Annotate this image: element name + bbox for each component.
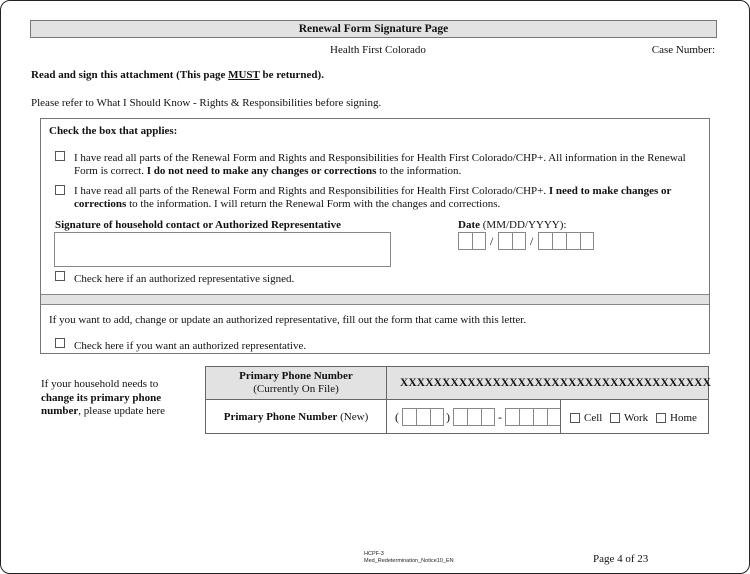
no-changes-text: I have read all parts of the Renewal Form and Rights and Responsibilities for Health First Colorado/CHP+. All information in the Renewal Form is correct. I do not need to make any changes or corrections to the information. <box>74 152 686 177</box>
phone-line-field[interactable] <box>505 408 561 426</box>
add-rep-text: If you want to add, change or update an authorized representative, fill out the form that came with this letter. <box>49 314 527 326</box>
open-paren: ( <box>395 410 399 424</box>
area-code-field[interactable] <box>402 408 444 426</box>
section-divider <box>41 294 709 305</box>
need-changes-checkbox[interactable] <box>55 185 65 195</box>
box-heading: Check the box that applies: <box>49 125 178 137</box>
date-day-field[interactable] <box>498 232 526 250</box>
date-separator: / <box>490 234 494 248</box>
close-paren: ) <box>446 410 450 424</box>
work-label: Work <box>624 412 649 424</box>
date-separator: / <box>530 234 534 248</box>
form-code: HCPF-3 Med_Redetermination_Notice10_EN <box>364 551 454 564</box>
date-month-field[interactable] <box>458 232 486 250</box>
cell-label: Cell <box>584 412 603 424</box>
home-label: Home <box>670 412 697 424</box>
current-phone-label: Primary Phone Number (Currently On File) <box>206 367 387 400</box>
page-title: Renewal Form Signature Page <box>30 20 717 38</box>
authorized-signed-text: Check here if an authorized representative signed. <box>74 273 295 285</box>
phone-prefix-field[interactable] <box>453 408 495 426</box>
cell-checkbox[interactable] <box>570 413 580 423</box>
signature-label: Signature of household contact or Authorized Representative <box>55 219 341 231</box>
case-number-label: Case Number: <box>651 44 715 56</box>
refer-text: Please refer to What I Should Know - Rights & Responsibilities before signing. <box>31 97 382 109</box>
signature-field[interactable] <box>54 232 391 267</box>
no-changes-checkbox[interactable] <box>55 151 65 161</box>
phone-update-note: If your household needs to change its primary phone number, please update here <box>41 378 166 417</box>
current-phone-value: XXXXXXXXXXXXXXXXXXXXXXXXXXXXXXXXXXXXX <box>387 367 708 400</box>
program-name: Health First Colorado <box>330 44 426 56</box>
date-label: Date (MM/DD/YYYY): <box>458 219 567 231</box>
want-rep-checkbox[interactable] <box>55 338 65 348</box>
must-emphasis: MUST <box>228 69 260 81</box>
date-year-field[interactable] <box>538 232 594 250</box>
new-phone-label: Primary Phone Number (New) <box>206 400 387 434</box>
phone-type-divider <box>560 400 561 434</box>
phone-table <box>205 366 709 434</box>
attestation-box <box>40 118 710 354</box>
home-checkbox[interactable] <box>656 413 666 423</box>
need-changes-text: I have read all parts of the Renewal Form and Rights and Responsibilities for Health First Colorado/CHP+. I need to make changes or corrections to the information. I will return the Renewal Form with the changes and corrections. <box>74 185 672 210</box>
page-number: Page 4 of 23 <box>593 553 649 565</box>
sign-instruction: Read and sign this attachment (This page MUST be returned). <box>31 69 324 81</box>
phone-dash: - <box>498 410 502 424</box>
authorized-signed-checkbox[interactable] <box>55 271 65 281</box>
work-checkbox[interactable] <box>610 413 620 423</box>
want-rep-text: Check here if you want an authorized representative. <box>74 340 307 352</box>
